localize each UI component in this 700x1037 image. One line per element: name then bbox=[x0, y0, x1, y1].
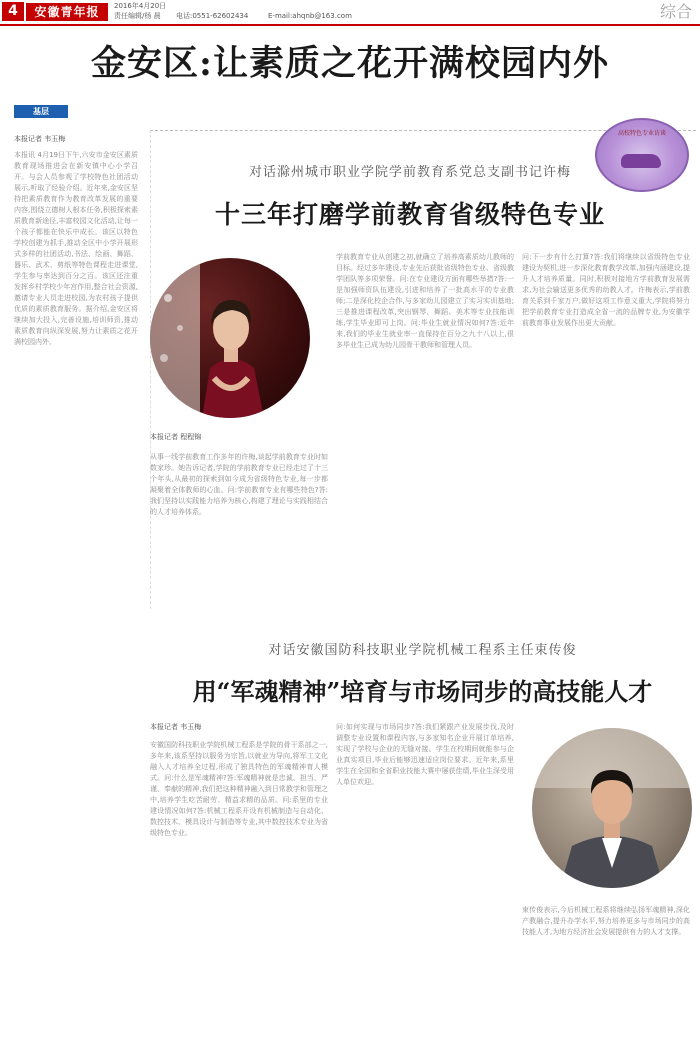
email-address: E-mail:ahqnb@163.com bbox=[268, 12, 352, 20]
feature1-byline: 本报记者 程程锦 bbox=[150, 433, 202, 441]
feature1-column-3: 问:下一步有什么打算?答:我们将继续以省级特色专业建设为契机,进一步深化教育教学改革,加强内涵建设,提升人才培养质量。同时,积极对接地方学前教育发展需求,为社会输送更多优秀的幼教人才。许梅表示,学前教育关系到千家万户,做好这项工作意义重大,学院将努力把学前教育专业打造成全省一流的品牌专业,为安徽学前教育事业发展作出更大贡献。 bbox=[522, 253, 690, 327]
feature2-byline: 本报记者 韦玉梅 bbox=[150, 723, 202, 731]
feature1-title: 十三年打磨学前教育省级特色专业 bbox=[214, 200, 605, 229]
page-number-badge: 4 bbox=[2, 2, 24, 21]
editor-credit: 责任编辑/杨 晨 bbox=[114, 12, 161, 20]
left-byline: 本报记者 韦玉梅 bbox=[14, 135, 66, 143]
main-headline: 金安区:让素质之花开满校园内外 bbox=[91, 43, 609, 84]
feature2-column-3: 束传俊表示,今后机械工程系将继续弘扬军魂精神,深化产教融合,提升办学水平,努力培养更多与市场同步的高技能人才,为地方经济社会发展提供有力的人才支撑。 bbox=[522, 906, 690, 936]
portrait-photo-man bbox=[532, 728, 692, 888]
portrait-illustration bbox=[150, 258, 310, 418]
phone-number: 电话:0551-62602434 bbox=[176, 12, 249, 20]
feature1-column-2: 学前教育专业从创建之初,就确立了培养高素质幼儿教师的目标。经过多年建设,专业先后获批省级特色专业、省级教学团队等多项荣誉。问:在专业建设方面有哪些举措?答:一是加强师资队伍建设,引进和培养了一批高水平的专业教师;二是深化校企合作,与多家幼儿园建立了实习实训基地;三是推进课程改革,突出钢琴、舞蹈、美术等专业技能训练,学生毕业即可上岗。问:毕业生就业情况如何?答:近年来,我们的毕业生就业率一直保持在百分之九十八以上,很多毕业生已成为幼儿园骨干教师和管理人员。 bbox=[336, 253, 514, 349]
section-label: 综合 bbox=[659, 2, 692, 21]
feature1-subtitle: 对话滁州城市职业学院学前教育系党总支副书记许梅 bbox=[248, 165, 571, 180]
feature2-column-1: 安徽国防科技职业学院机械工程系是学院的骨干系部之一,多年来,该系坚持以服务为宗旨,以就业为导向,将军工文化融入人才培养全过程,形成了独具特色的军魂精神育人模式。问:什么是军魂精神?答:军魂精神就是忠诚、担当、严谨、奉献的精神,我们把这种精神融入到日常教学和管理之中,培养学生吃苦耐劳、精益求精的品质。问:系里的专业建设情况如何?答:机械工程系开设有机械制造与自动化、数控技术、模具设计与制造等专业,其中数控技术专业为省级特色专业。 bbox=[150, 741, 328, 837]
portrait-photo-woman bbox=[150, 258, 310, 418]
portrait-illustration-2 bbox=[532, 728, 692, 888]
issue-date: 2016年4月20日 bbox=[114, 2, 167, 10]
feature2-subtitle: 对话安徽国防科技职业学院机械工程系主任束传俊 bbox=[268, 643, 577, 658]
feature2-title: 用“军魂精神”培育与市场同步的高技能人才 bbox=[192, 677, 653, 706]
newspaper-logo: 安徽青年报 bbox=[26, 3, 108, 21]
feature1-column-1: 从事一线学前教育工作多年的许梅,谈起学前教育专业时如数家珍。她告诉记者,学院的学前教育专业已经走过了十三个年头,从最初的探索到如今成为省级特色专业,每一步都凝聚着全体教师的心血。问:学前教育专业有哪些特色?答:我们坚持以实践能力培养为核心,构建了理论与实践相结合的人才培养体系。 bbox=[150, 453, 328, 516]
left-article-body: 本报讯 4月19日下午,六安市金安区素质教育现场推进会在新安镇中心小学召开。与会人员参观了学校特色社团活动展示,听取了经验介绍。近年来,金安区坚持把素质教育作为教育改革发展的重要内容,围绕立德树人根本任务,积极探索素质教育新途径,丰富校园文化活动,让每一个孩子都能在快乐中成长。该区以特色学校创建为抓手,推动全区中小学开展形式多样的社团活动,书法、绘画、舞蹈、器乐、武术、剪纸等特色课程走进课堂,学生参与率达到百分之百。该区还注重发挥乡村学校少年宫作用,整合社会资源,邀请专业人员走进校园,为农村孩子提供优质的素质教育服务。据介绍,金安区将继续加大投入,完善设施,培训师资,推动素质教育向纵深发展,努力让素质之花开满校园内外。 bbox=[14, 151, 138, 346]
column-tag: 基层 bbox=[14, 105, 68, 118]
stamp-text: 高校特色专业访谈 bbox=[617, 130, 666, 137]
feature2-column-2: 问:如何实现与市场同步?答:我们紧跟产业发展步伐,及时调整专业设置和课程内容,与多家知名企业开展订单培养,实现了学校与企业的无缝对接。学生在校期间就能参与企业真实项目,毕业后能够迅速适应岗位要求。近年来,系里学生在全国和全省职业技能大赛中屡获佳绩,毕业生深受用人单位欢迎。 bbox=[336, 723, 514, 786]
